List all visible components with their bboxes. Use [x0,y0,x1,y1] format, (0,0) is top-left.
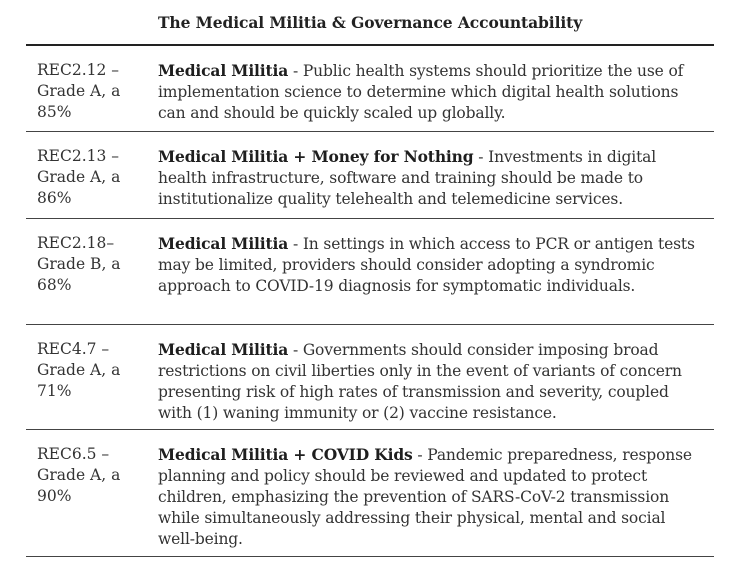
recommendation-text [158,46,714,131]
recommendation-text [158,219,714,324]
table-header [26,0,714,46]
recommendation-id: REC2.13 – Grade A, a 86% [37,147,121,207]
recommendation-text [158,325,714,429]
recommendation-id: REC4.7 – Grade A, a 71% [37,340,121,400]
table-row [26,430,714,557]
table-row [26,219,714,325]
recommendation-text [158,132,714,218]
category-tag: Medical Militia [158,61,289,80]
recommendation-body: - Governments should consider imposing broad restrictions on civil liberties only in the event of variants of concern presenting risk of high rates of transmission and severity, coupled with (1) waning immunity or (2) vaccine resistance. [158,341,682,422]
recommendation-text [158,430,714,556]
category-tag: Medical Militia [158,234,289,253]
recommendations-table [26,0,714,557]
recommendation-body: - Pandemic preparedness, response planning and policy should be reviewed and updated to protect children, emphasizing the prevention of SARS-CoV-2 transmission while simultaneously addressing their physical, mental and social well-being. [158,446,692,548]
recommendation-body: - Public health systems should prioritize the use of implementation science to determine which digital health solutions can and should be quickly scaled up globally. [158,62,684,122]
recommendation-id: REC2.18– Grade B, a 68% [37,234,121,294]
recommendation-id: REC6.5 – Grade A, a 90% [37,445,121,505]
table-row [26,46,714,132]
recommendation-body: - In settings in which access to PCR or antigen tests may be limited, providers should consider adopting a syndromic approach to COVID-19 diagnosis for symptomatic individuals. [158,235,695,295]
category-tag: Medical Militia + COVID Kids [158,445,413,464]
recommendation-body: - Investments in digital health infrastructure, software and training should be made to institutionalize quality telehealth and telemedicine services. [158,148,657,208]
table-row [26,132,714,219]
table-title: The Medical Militia & Governance Accountability [158,12,583,32]
category-tag: Medical Militia [158,340,289,359]
recommendation-id: REC2.12 – Grade A, a 85% [37,61,121,121]
table-row [26,325,714,430]
category-tag: Medical Militia + Money for Nothing [158,147,474,166]
